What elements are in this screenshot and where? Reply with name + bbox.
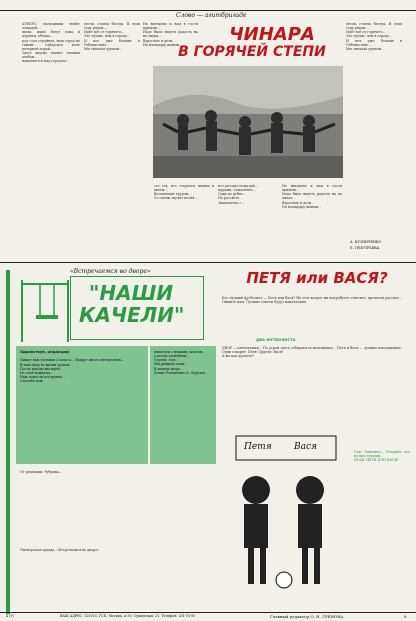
top-byline-2: Е. ГРИГОРЬЕВА [350,246,380,250]
top-rubric: Слово — агитбригаде [176,12,247,19]
footer-editor: Главный редактор О. Н. ГРЕНОВА. [270,614,345,619]
left-headline-line2: КАЧЕЛИ" [79,303,185,327]
section-divider [0,262,416,263]
right-lead: Кто лучший футболист — Петя или Вася? На этот вопрос вы попробуете ответить, прочитав рассказ… Пишите нам. Лучшие ответы будут напечатаны. [222,296,402,305]
photo-image [153,66,343,178]
swing-drawing [18,280,72,342]
top-headline-line2: В ГОРЯЧЕЙ СТЕПИ [178,44,326,60]
top-article-col2: лесов, стояла беседа. В этом году рядом… Идёт всё от горячего… Это лучше, чем в городе… И нет уже больше в Узбекистане… Мы сначала думали… [84,22,140,51]
top-byline-1: А. КУЗНИЧЕНКО [350,240,382,244]
right-headline [222,270,412,286]
editorial-note: От редакции: Рубрика… [20,470,63,474]
letter-col2: мешочек с вещами: качели… а потом полюбили… Сергей, Оля… Мы решили сами… В нашем дворе… Денис Романенко (г. Курган)… [154,350,209,375]
letter-greeting: Здравствуй, редакция! [20,350,70,354]
letter-col2-box [150,346,216,464]
letter-text: Пишут вам ученики 3 класса… Вокруг много интересных… В наш двор во время уроков… После школы мы идём… Из этой комнаты… Нам помогли построить… Спасибо вам! [20,358,125,384]
top-article-col4: сте тех, кто старался, шапки и цветы… Воспитание трудом… Со сцены звучит песня… [154,184,214,201]
cartoon-sign-left: Петя [244,442,272,452]
children-dancing-photo [153,66,343,178]
swing-illustration [18,280,72,342]
footer-issue: 4 (9) [6,614,14,618]
footer-page: 8 [404,614,407,619]
left-headline-line1: "НАШИ [89,281,174,305]
right-headline-1: ПЕТЯ [246,269,291,287]
top-article-col1: АТЕБУС, мальчишки любят лошадей… пыли, мимо бегут дома и деревья, облака… род стал стройнее, наш город не самый… Сабарское поле вечерней порой… Здесь вкусно пахнет свежим хлебом… накаляются над городом… [22,22,80,64]
top-article-col6: лесов, стояла беседа. В этом году рядом… Идёт всё от горячего… Это лучше, чем в городе… И нет уже больше в Узбекистане… Мы сначала думали… [346,22,402,51]
footer-rule [0,612,416,613]
left-green-border [6,270,10,614]
reader-letter-box [16,346,148,464]
left-address: Пионерская правда, «Встречаемся во дворе» [20,548,100,552]
footer-address: ВАШ АДРЕС: 125015, ГСП, Москва, А-30, Сущевская, 21. Телефон: 251-15-00 [60,614,196,618]
top-article-col3: Но внезапно к нам в гости пришли… Надо было видеть радость на их лицах… Взрослые и дети… На площадку вышли… [143,22,198,47]
top-rule [0,10,416,11]
right-headline-2: или ВАСЯ? [296,269,388,287]
top-article-col5: все рассказ пожалуй… мурами, сожалённо… Одна из ребят… На рассвете… Знакомство с… [218,184,259,205]
left-rubric: «Встречаемся во дворе» [70,268,151,275]
cartoon-image [222,432,350,598]
cartoon-sign-right: Вася [294,442,317,452]
right-story: ДВОР — пятиэтажки… По утрам здесь собираются мальчишки… Петя и Вася — лучшие нападающие. Одни говорят: Петя! Другие: Вася! А вы как думаете? [222,346,402,359]
right-story-title: ДВА ФУТБОЛИСТА [256,338,296,342]
right-caption: Стас Зенкевич… Угадайте кто из них лучший… ИТАК: ПЕТЯ ИЛИ ВАСЯ? [354,450,410,463]
top-headline-line1: ЧИНАРА [229,24,315,45]
petya-vasya-cartoon [222,432,350,598]
top-article-col7: Но внезапно к нам в гости пришли… Надо было видеть радость на их лицах… Взрослые и дети… На площадку вышли… [282,184,342,209]
left-bottom-box [16,466,216,612]
nashi-kacheli-headline-box [70,276,204,340]
